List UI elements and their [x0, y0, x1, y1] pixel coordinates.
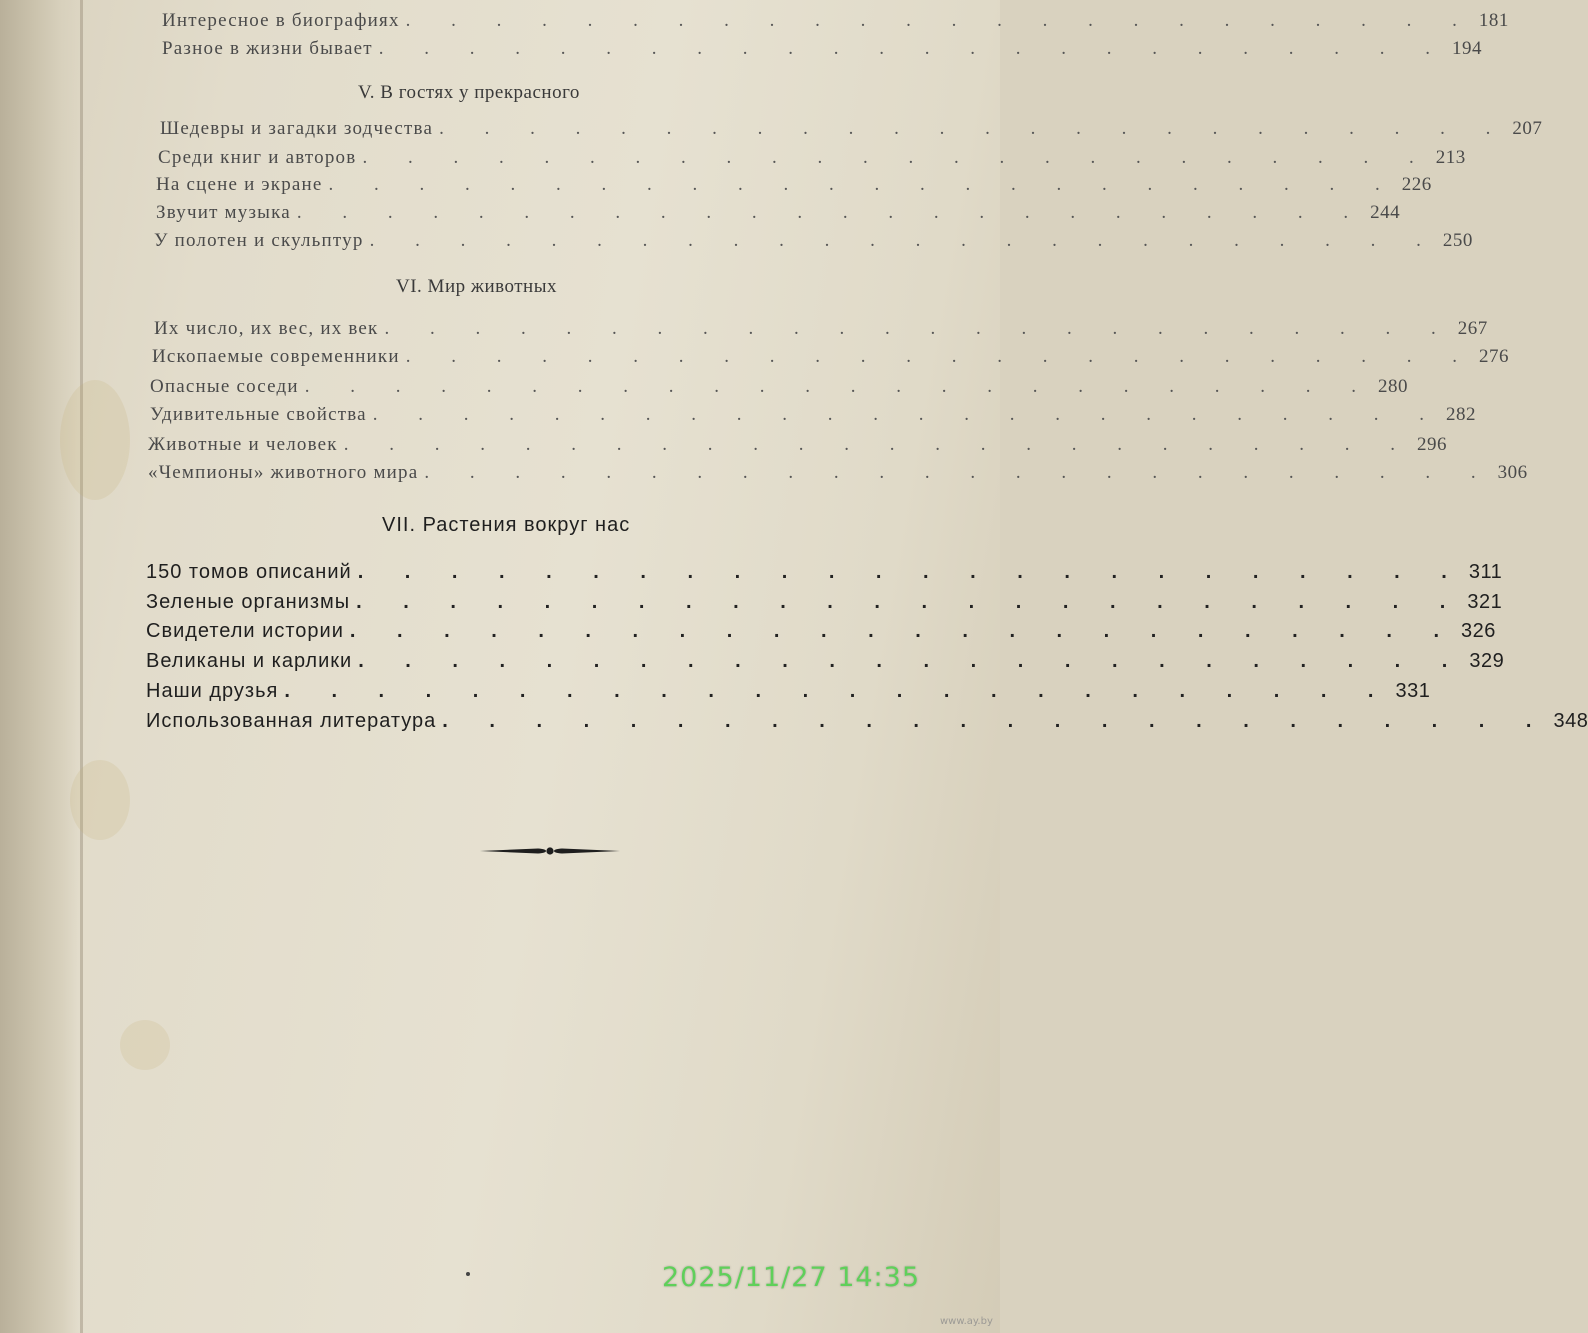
toc-entry-label: Разное в жизни бывает — [162, 38, 373, 59]
toc-entry-label: Их число, их вес, их век — [154, 318, 379, 339]
toc-leader-dots: . . . . . . . . . . . . . . . . . . . . . . . . — [349, 620, 1458, 642]
toc-entry — [150, 376, 1409, 398]
toc-entry-page: 207 — [1512, 118, 1543, 139]
toc-leader-dots: . . . . . . . . . . . . . . . . . . . . . . . . — [304, 376, 1375, 397]
paper-speck — [466, 1272, 470, 1276]
toc-entry-page: 244 — [1370, 202, 1401, 223]
toc-entry-label: Звучит музыка — [156, 202, 291, 223]
toc-leader-dots: . . . . . . . . . . . . . . . . . . . . . . . . — [369, 230, 1439, 251]
toc-entry — [154, 318, 1488, 340]
toc-entry-page: 226 — [1401, 174, 1432, 195]
toc-leader-dots: . . . . . . . . . . . . . . . . . . . . . . . . — [384, 318, 1454, 339]
toc-leader-dots: . . . . . . . . . . . . . . . . . . . . . . . . — [356, 591, 1464, 613]
toc-entry-label: У полотен и скульптур — [154, 230, 364, 251]
toc-section-title: VII. Растения вокруг нас — [382, 514, 631, 536]
toc-entry-page: 329 — [1469, 650, 1505, 672]
toc-section-title: VI. Мир животных — [396, 276, 557, 297]
toc-entry-page: 280 — [1378, 376, 1409, 397]
toc-entry-label: Зеленые организмы — [146, 591, 351, 613]
toc-entry — [156, 174, 1432, 196]
toc-leader-dots: . . . . . . . . . . . . . . . . . . . . . . . . — [357, 561, 1465, 583]
toc-entry — [160, 118, 1543, 140]
toc-entry — [162, 10, 1509, 32]
toc-entry-label: Интересное в биографиях — [162, 10, 400, 31]
toc-entry — [146, 680, 1431, 703]
toc-entry-label: Опасные соседи — [150, 376, 299, 397]
toc-entry-page: 321 — [1467, 591, 1503, 613]
toc-leader-dots: . . . . . . . . . . . . . . . . . . . . . . . . — [424, 462, 1494, 483]
toc-entry — [162, 38, 1482, 60]
toc-leader-dots: . . . . . . . . . . . . . . . . . . . . . . . . — [328, 174, 1398, 195]
toc-entry-label: Животные и человек — [148, 434, 338, 455]
toc-entry-label: Ископаемые современники — [152, 346, 400, 367]
toc-entry-page: 194 — [1451, 38, 1482, 59]
toc-entry-page: 267 — [1457, 318, 1488, 339]
toc-entry-page: 348 — [1553, 710, 1588, 732]
toc-entry-label: Наши друзья — [146, 680, 279, 702]
toc-entry — [152, 346, 1509, 368]
toc-entry-label: Среди книг и авторов — [158, 147, 357, 168]
toc-entry-page: 250 — [1442, 230, 1473, 251]
toc-entry — [146, 591, 1503, 614]
toc-leader-dots: . . . . . . . . . . . . . . . . . . . . . . . . — [378, 38, 1448, 59]
toc-entry-page: 326 — [1461, 620, 1496, 642]
toc-entry-label: Удивительные свойства — [150, 404, 367, 425]
toc-entry — [146, 561, 1503, 584]
toc-entry-page: 296 — [1416, 434, 1447, 455]
toc-entry-page: 306 — [1497, 462, 1528, 483]
toc-entry — [158, 147, 1466, 169]
site-watermark: www.ay.by — [940, 1316, 993, 1327]
toc-entry-page: 213 — [1435, 147, 1466, 168]
toc-entry-label: 150 томов описаний — [146, 561, 352, 583]
toc-leader-dots: . . . . . . . . . . . . . . . . . . . . . . . . — [362, 147, 1432, 168]
photo-timestamp: 2025/11/27 14:35 — [662, 1262, 921, 1293]
toc-entry-label: Великаны и карлики — [146, 650, 353, 672]
toc-entry-page: 276 — [1478, 346, 1509, 367]
toc-leader-dots: . . . . . . . . . . . . . . . . . . . . . . . . — [405, 10, 1475, 31]
toc-entry — [156, 202, 1401, 224]
toc-leader-dots: . . . . . . . . . . . . . . . . . . . . . . . . — [405, 346, 1475, 367]
toc-entry-label: Использованная литература — [146, 710, 437, 732]
toc-section-title: V. В гостях у прекрасного — [358, 82, 580, 103]
toc-entry — [150, 404, 1477, 426]
toc-entry-label: «Чемпионы» животного мира — [148, 462, 419, 483]
toc-entry-label: Свидетели истории — [146, 620, 344, 642]
toc-entry — [146, 620, 1496, 643]
toc-entry-page: 282 — [1446, 404, 1477, 425]
toc-entry — [148, 434, 1447, 456]
end-ornament — [478, 844, 622, 858]
toc-entry-page: 331 — [1395, 680, 1431, 702]
toc-leader-dots: . . . . . . . . . . . . . . . . . . . . . . . . — [439, 118, 1509, 139]
toc-entry-page: 311 — [1468, 561, 1503, 583]
toc-entry-label: На сцене и экране — [156, 174, 323, 195]
toc-entry — [146, 650, 1505, 673]
toc-entry — [154, 230, 1473, 252]
toc-leader-dots: . . . . . . . . . . . . . . . . . . . . . . . . — [442, 710, 1550, 732]
toc-leader-dots: . . . . . . . . . . . . . . . . . . . . . . . . — [296, 202, 1367, 223]
toc-entry-page: 181 — [1478, 10, 1509, 31]
toc-leader-dots: . . . . . . . . . . . . . . . . . . . . . . . . — [372, 404, 1443, 425]
toc-leader-dots: . . . . . . . . . . . . . . . . . . . . . . . . — [284, 680, 1392, 702]
toc-entry-label: Шедевры и загадки зодчества — [160, 118, 434, 139]
toc-entry — [146, 710, 1588, 733]
toc-entry — [148, 462, 1528, 484]
toc-leader-dots: . . . . . . . . . . . . . . . . . . . . . . . . — [343, 434, 1413, 455]
toc-leader-dots: . . . . . . . . . . . . . . . . . . . . . . . . — [358, 650, 1466, 672]
